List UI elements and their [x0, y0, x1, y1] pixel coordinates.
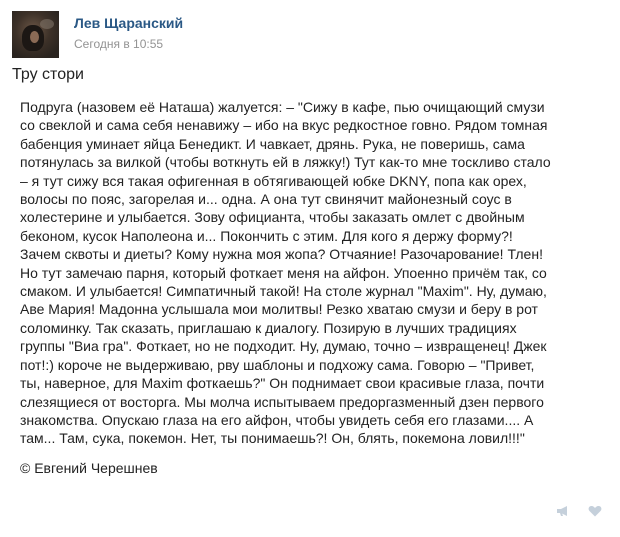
author-avatar[interactable] [12, 11, 59, 58]
author-name[interactable]: Лев Щаранский [74, 15, 184, 31]
megaphone-icon[interactable] [556, 505, 570, 517]
post-timestamp[interactable]: Сегодня в 10:55 [74, 37, 164, 51]
post-actions [556, 505, 602, 517]
post-signature: © Евгений Черешнев [20, 460, 158, 476]
heart-icon[interactable] [588, 505, 602, 517]
post-body: Подруга (назовем её Наташа) жалуется: – "Сижу в кафе, пью очищающий смузи со свеклой и сама себя ненавижу – ибо на вкус редкостное говно. Рядом томная бабенция уминает яйца Бенедикт. И чавкает, дрянь. Рука, не поверишь, сама потянулась за вилкой (чтобы воткнуть ей в ляжку!) Тут как-то мне тоскливо стало – я тут сижу вся такая офигенная в обтягивающей юбке DKNY, попа как орех, волосы по пояс, загорелая и... одна. А она тут свинячит майонезный соус в холестерине и улыбается. Зову официанта, чтобы заказать омлет с двойным беконом, кусок Наполеона и... Покончить с этим. Для кого я держу форму?! Зачем сквоты и диеты? Кому нужна моя жопа? Отчаяние! Разочарование! Тлен! Но тут замечаю парня, который фоткает меня на айфон. Упоенно причём так, со смаком. И улыбается! Симпатичный такой! На столе журнал "Maxim". Ну, думаю, Аве Мария! Мадонна услышала мои молитвы! Резко хватаю смузи и беру в рот соломинку. Так сказать, приглашаю к диалогу. Позирую в лучших традициях группы "Виа гра". Фоткает, но не подходит. Ну, думаю, точно – извращенец! Джек пот!:) короче не выдерживаю, рву шаблоны и подхожу сама. Говорю – "Привет, ты, наверное, для Maxim фоткаешь?" Он поднимает свои красивые глаза, почти слезящиеся от восторга. Мы молча испытываем предоргазменный дзен первого знакомства. Опускаю глаза на его айфон, чтобы увидеть себя его глазами.... А там... Там, сука, покемон. Нет, ты понимаешь?! Он, блять, покемона ловил!!!" [20, 99, 551, 447]
post-title: Тру стори [12, 66, 84, 83]
